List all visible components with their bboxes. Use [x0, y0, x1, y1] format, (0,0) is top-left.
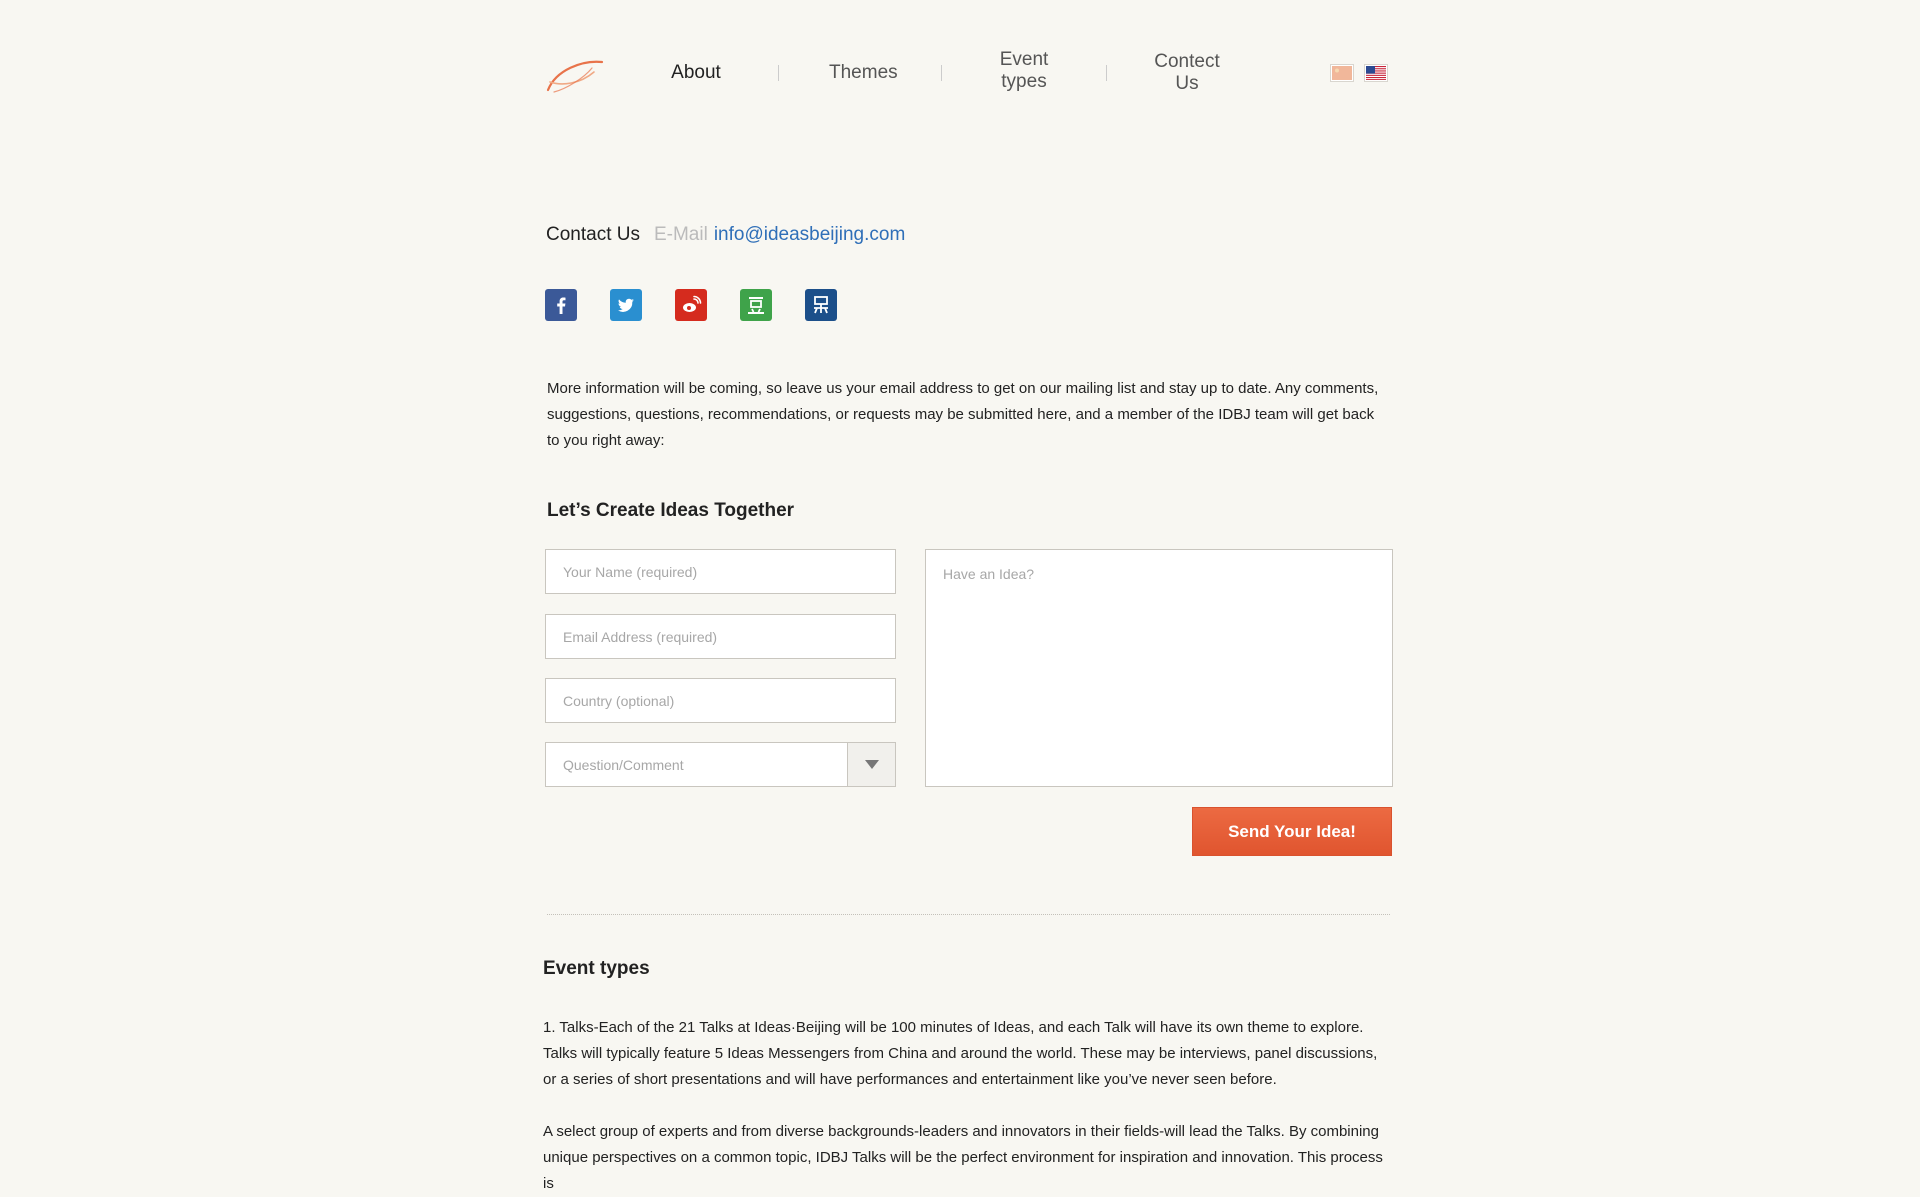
twitter-button[interactable]: [610, 289, 642, 321]
section-divider: [547, 914, 1390, 915]
form-title: Let’s Create Ideas Together: [547, 500, 795, 521]
caret-down-icon: [865, 760, 879, 769]
douban-icon: [745, 294, 767, 316]
question-type-select[interactable]: [545, 742, 896, 787]
language-english[interactable]: [1364, 64, 1388, 82]
email-link[interactable]: info@ideasbeijing.com: [713, 224, 906, 245]
logo[interactable]: [546, 56, 604, 94]
email-input[interactable]: [545, 614, 896, 659]
email-label: E-Mail: [653, 224, 708, 245]
language-switcher: [1330, 64, 1388, 82]
intro-text: More information will be coming, so leave us your email address to get on our mailing list and stay up to date. Any comments, suggestions, questions, recommendations, or requests may be submitted here, and a member of the IDBJ team will get back to you right away:: [547, 380, 1379, 449]
weibo-button[interactable]: [675, 289, 707, 321]
nav-event-types[interactable]: Event types: [999, 49, 1049, 92]
event-paragraph-talks: 1. Talks-Each of the 21 Talks at Ideas·Beijing will be 100 minutes of Ideas, and each Talk will have its own theme to explore. Talks will typically feature 5 Ideas Messengers from China and around the world. These may be interviews, panel discussions, or a series of short presentations and will have performances and entertainment like you’ve never seen before.: [543, 1019, 1378, 1088]
renren-icon: [810, 294, 832, 316]
nav-separator: [1106, 65, 1107, 81]
us-flag-icon: [1366, 66, 1386, 80]
contact-title: Contact Us: [546, 224, 640, 245]
facebook-button[interactable]: [545, 289, 577, 321]
name-input[interactable]: [545, 549, 896, 594]
select-value: Question/Comment: [563, 757, 684, 773]
event-types-title: Event types: [543, 958, 650, 979]
main-nav: [640, 49, 1231, 94]
select-toggle[interactable]: [847, 743, 895, 786]
nav-separator: [778, 65, 779, 81]
nav-about[interactable]: About: [671, 62, 721, 83]
nav-themes[interactable]: Themes: [829, 62, 898, 83]
social-links: [545, 289, 837, 321]
nav-separator: [941, 65, 942, 81]
language-chinese[interactable]: [1330, 64, 1354, 82]
facebook-icon: [550, 294, 572, 316]
renren-button[interactable]: [805, 289, 837, 321]
china-flag-icon: [1332, 66, 1352, 80]
send-idea-button[interactable]: Send Your Idea!: [1192, 807, 1392, 856]
twitter-icon: [615, 294, 637, 316]
contact-line: [546, 224, 905, 246]
idea-textarea[interactable]: [925, 549, 1393, 787]
event-paragraph-experts: A select group of experts and from diverse backgrounds-leaders and innovators in their fields-will lead the Talks. By combining unique perspectives on a common topic, IDBJ Talks will be the perfect environment for inspiration and innovation. This process is: [543, 1123, 1383, 1192]
logo-mark-icon: [546, 56, 604, 94]
nav-contact-us[interactable]: Contect Us: [1154, 51, 1220, 94]
douban-button[interactable]: [740, 289, 772, 321]
weibo-icon: [680, 294, 702, 316]
country-input[interactable]: [545, 678, 896, 723]
